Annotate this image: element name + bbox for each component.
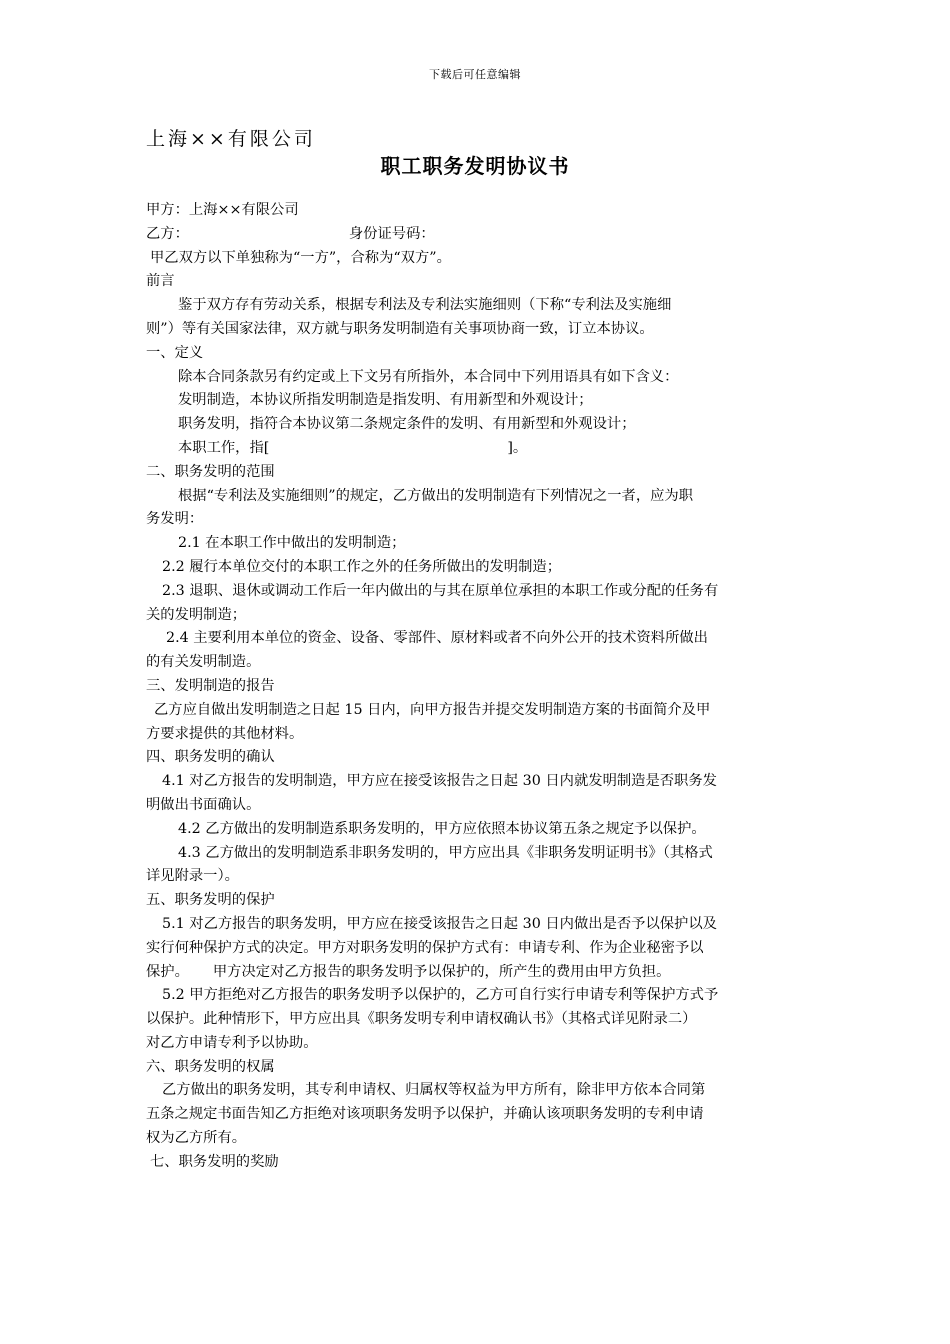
clause-4-3a: 4.3 乙方做出的发明制造系非职务发明的，甲方应出具《非职务发明证明书》（其格式 bbox=[178, 844, 713, 861]
clause-5-1c-part2: 甲方决定对乙方报告的职务发明予以保护的，所产生的费用由甲方负担。 bbox=[212, 963, 671, 980]
section-1-text-1: 除本合同条款另有约定或上下文另有所指外，本合同中下列用语具有如下含义： bbox=[178, 368, 679, 385]
section-2-heading: 二、职务发明的范围 bbox=[146, 463, 275, 480]
section-1-text-4 bbox=[146, 437, 808, 461]
section-2-intro-1: 根据“专利法及实施细则”的规定，乙方做出的发明制造有下列情况之一者，应为职 bbox=[178, 487, 694, 504]
party-a-line: 甲方：上海××有限公司 bbox=[146, 202, 299, 218]
both-parties-line: 甲乙双方以下单独称为“一方”，合称为“双方”。 bbox=[150, 249, 451, 266]
party-b-id-label: 身份证号码： bbox=[348, 225, 435, 242]
clause-5-1c-part1: 保护。 bbox=[146, 963, 189, 980]
document-title: 职工职务发明协议书 bbox=[380, 154, 570, 178]
clause-5-1b: 实行何种保护方式的决定。甲方对职务发明的保护方式有：申请专利、作为企业秘密予以 bbox=[146, 939, 704, 956]
party-b-label: 乙方： bbox=[146, 225, 189, 242]
clause-4-1a: 4.1 对乙方报告的发明制造，甲方应在接受该报告之日起 30 日内就发明制造是否职务发 bbox=[162, 773, 717, 790]
clause-5-1c bbox=[146, 961, 808, 985]
clause-2-3a: 2.3 退职、退休或调动工作后一年内做出的与其在原单位承担的本职工作或分配的任务有 bbox=[162, 582, 719, 599]
clause-6-1b: 五条之规定书面告知乙方拒绝对该项职务发明予以保护，并确认该项职务发明的专利申请 bbox=[146, 1106, 704, 1123]
company-name: 上海××有限公司 bbox=[146, 128, 316, 150]
clause-2-3b: 关的发明制造； bbox=[146, 606, 247, 623]
preface-text-2: 则”）等有关国家法律，双方就与职务发明制造有关事项协商一致，订立本协议。 bbox=[146, 320, 654, 337]
clause-4-3b: 详见附录一）。 bbox=[146, 868, 239, 885]
clause-3-1b: 方要求提供的其他材料。 bbox=[146, 725, 304, 742]
section-1-heading: 一、定义 bbox=[146, 344, 204, 361]
section-6-heading: 六、职务发明的权属 bbox=[146, 1058, 275, 1075]
clause-3-1a: 乙方应自做出发明制造之日起 15 日内，向甲方报告并提交发明制造方案的书面简介及甲 bbox=[154, 701, 711, 718]
job-definition-end: ]。 bbox=[507, 439, 528, 456]
clause-4-2: 4.2 乙方做出的发明制造系职务发明的，甲方应依照本协议第五条之规定予以保护。 bbox=[178, 820, 706, 837]
section-7-heading: 七、职务发明的奖励 bbox=[150, 1153, 279, 1170]
clause-2-2: 2.2 履行本单位交付的本职工作之外的任务所做出的发明制造； bbox=[162, 558, 561, 575]
clause-2-4b: 的有关发明制造。 bbox=[146, 654, 261, 671]
clause-6-1c: 权为乙方所有。 bbox=[146, 1130, 247, 1147]
section-4-heading: 四、职务发明的确认 bbox=[146, 749, 275, 766]
clause-5-2b: 以保护。此种情形下，甲方应出具《职务发明专利申请权确认书》（其格式详见附录二） bbox=[146, 1011, 697, 1028]
clause-4-1b: 明做出书面确认。 bbox=[146, 796, 261, 813]
document-body bbox=[146, 199, 808, 1175]
section-1-text-2: 发明制造，本协议所指发明制造是指发明、有用新型和外观设计； bbox=[178, 392, 593, 409]
clause-2-1: 2.1 在本职工作中做出的发明制造； bbox=[178, 535, 406, 552]
clause-5-2c: 对乙方申请专利予以协助。 bbox=[146, 1034, 318, 1051]
preface-heading: 前言 bbox=[146, 273, 175, 290]
section-2-intro-2: 务发明： bbox=[146, 511, 204, 528]
section-3-heading: 三、发明制造的报告 bbox=[146, 677, 275, 694]
page-header: 下载后可任意编辑 bbox=[429, 68, 521, 81]
job-definition-start: 本职工作，指[ bbox=[178, 439, 270, 456]
section-5-heading: 五、职务发明的保护 bbox=[146, 892, 275, 909]
clause-5-2a: 5.2 甲方拒绝对乙方报告的职务发明予以保护的，乙方可自行实行申请专利等保护方式予 bbox=[162, 987, 719, 1004]
preface-text-1: 鉴于双方存有劳动关系，根据专利法及专利法实施细则（下称“专利法及实施细 bbox=[178, 297, 672, 314]
party-b-line bbox=[146, 223, 808, 247]
clause-6-1a: 乙方做出的职务发明，其专利申请权、归属权等权益为甲方所有，除非甲方依本合同第 bbox=[162, 1082, 706, 1099]
section-1-text-3: 职务发明，指符合本协议第二条规定条件的发明、有用新型和外观设计； bbox=[178, 416, 636, 433]
clause-2-4a: 2.4 主要利用本单位的资金、设备、零部件、原材料或者不向外公开的技术资料所做出 bbox=[166, 630, 708, 647]
clause-5-1a: 5.1 对乙方报告的职务发明，甲方应在接受该报告之日起 30 日内做出是否予以保护以及 bbox=[162, 915, 717, 932]
